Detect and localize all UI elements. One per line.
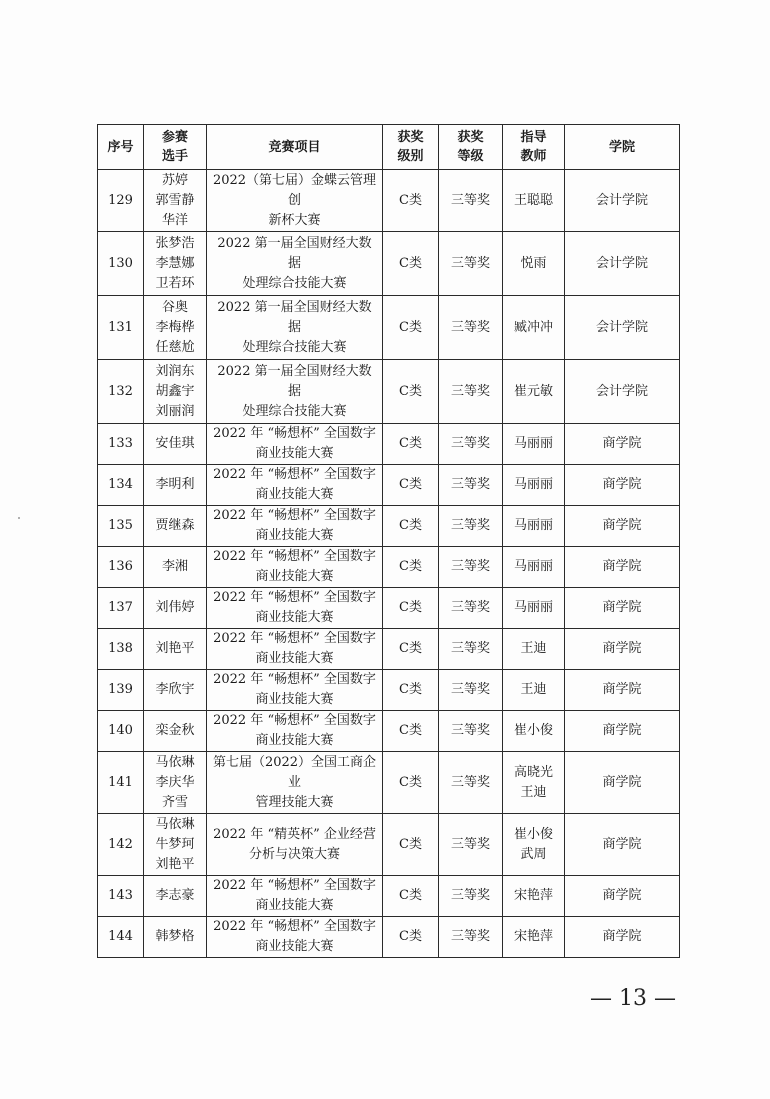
cell-level: C类 [383, 588, 439, 629]
table-row [98, 917, 680, 958]
cell-index: 132 [98, 360, 144, 424]
cell-college: 会计学院 [565, 170, 680, 232]
cell-competition: 2022 年 “精英杯” 企业经营 分析与决策大赛 [207, 814, 383, 876]
cell-index: 130 [98, 232, 144, 296]
cell-college: 商学院 [565, 629, 680, 670]
cell-competition: 2022 年 “畅想杯” 全国数字 商业技能大赛 [207, 547, 383, 588]
cell-index: 138 [98, 629, 144, 670]
cell-advisor: 王迪 [503, 670, 565, 711]
cell-participants: 马依琳 牛梦珂 刘艳平 [144, 814, 207, 876]
cell-grade: 三等奖 [439, 170, 503, 232]
cell-participants: 谷奥 李梅桦 任慈尬 [144, 296, 207, 360]
cell-participants: 刘润东 胡鑫宇 刘丽润 [144, 360, 207, 424]
scan-speck [18, 517, 20, 519]
cell-level: C类 [383, 876, 439, 917]
table-row [98, 232, 680, 296]
cell-advisor: 崔元敏 [503, 360, 565, 424]
header-grade: 获奖 等级 [439, 125, 503, 170]
cell-level: C类 [383, 465, 439, 506]
cell-competition: 第七届（2022）全国工商企业 管理技能大赛 [207, 752, 383, 814]
cell-level: C类 [383, 629, 439, 670]
cell-grade: 三等奖 [439, 424, 503, 465]
cell-competition: 2022 年 “畅想杯” 全国数字 商业技能大赛 [207, 424, 383, 465]
cell-level: C类 [383, 711, 439, 752]
cell-college: 商学院 [565, 814, 680, 876]
cell-advisor: 王聪聪 [503, 170, 565, 232]
cell-participants: 李湘 [144, 547, 207, 588]
cell-grade: 三等奖 [439, 547, 503, 588]
cell-college: 商学院 [565, 588, 680, 629]
cell-index: 131 [98, 296, 144, 360]
cell-advisor: 马丽丽 [503, 506, 565, 547]
cell-college: 商学院 [565, 506, 680, 547]
cell-competition: 2022 年 “畅想杯” 全国数字 商业技能大赛 [207, 506, 383, 547]
cell-index: 133 [98, 424, 144, 465]
cell-grade: 三等奖 [439, 465, 503, 506]
cell-grade: 三等奖 [439, 296, 503, 360]
table-row [98, 876, 680, 917]
table-row [98, 711, 680, 752]
cell-index: 142 [98, 814, 144, 876]
cell-competition: 2022 年 “畅想杯” 全国数字 商业技能大赛 [207, 629, 383, 670]
page-number: — 13 — [590, 986, 676, 1011]
cell-index: 139 [98, 670, 144, 711]
table-row [98, 547, 680, 588]
cell-index: 129 [98, 170, 144, 232]
cell-college: 会计学院 [565, 296, 680, 360]
cell-index: 135 [98, 506, 144, 547]
cell-level: C类 [383, 232, 439, 296]
cell-level: C类 [383, 506, 439, 547]
cell-competition: 2022 第一届全国财经大数据 处理综合技能大赛 [207, 296, 383, 360]
cell-participants: 刘艳平 [144, 629, 207, 670]
cell-level: C类 [383, 170, 439, 232]
cell-participants: 贾继森 [144, 506, 207, 547]
cell-index: 140 [98, 711, 144, 752]
table-row [98, 752, 680, 814]
cell-participants: 李欣宇 [144, 670, 207, 711]
cell-level: C类 [383, 424, 439, 465]
header-level: 获奖 级别 [383, 125, 439, 170]
cell-competition: 2022 年 “畅想杯” 全国数字 商业技能大赛 [207, 670, 383, 711]
table-row [98, 424, 680, 465]
cell-participants: 马依琳 李庆华 齐雪 [144, 752, 207, 814]
cell-advisor: 马丽丽 [503, 547, 565, 588]
cell-level: C类 [383, 814, 439, 876]
cell-competition: 2022 年 “畅想杯” 全国数字 商业技能大赛 [207, 465, 383, 506]
table-row [98, 170, 680, 232]
cell-college: 商学院 [565, 752, 680, 814]
cell-index: 137 [98, 588, 144, 629]
header-row [98, 125, 680, 170]
table-row [98, 588, 680, 629]
cell-index: 134 [98, 465, 144, 506]
cell-index: 144 [98, 917, 144, 958]
table-row [98, 360, 680, 424]
cell-advisor: 崔小俊 [503, 711, 565, 752]
table-row [98, 465, 680, 506]
cell-college: 会计学院 [565, 360, 680, 424]
cell-advisor: 马丽丽 [503, 465, 565, 506]
cell-competition: 2022（第七届）金蝶云管理创 新杯大赛 [207, 170, 383, 232]
cell-advisor: 悦雨 [503, 232, 565, 296]
cell-competition: 2022 第一届全国财经大数据 处理综合技能大赛 [207, 360, 383, 424]
cell-index: 141 [98, 752, 144, 814]
cell-level: C类 [383, 360, 439, 424]
cell-grade: 三等奖 [439, 752, 503, 814]
cell-participants: 张梦浩 李慧娜 卫若环 [144, 232, 207, 296]
cell-grade: 三等奖 [439, 876, 503, 917]
cell-participants: 苏婷 郭雪静 华洋 [144, 170, 207, 232]
table-row [98, 814, 680, 876]
cell-grade: 三等奖 [439, 917, 503, 958]
cell-grade: 三等奖 [439, 670, 503, 711]
header-participants: 参赛 选手 [144, 125, 207, 170]
cell-participants: 李明利 [144, 465, 207, 506]
cell-grade: 三等奖 [439, 588, 503, 629]
cell-participants: 韩梦格 [144, 917, 207, 958]
cell-participants: 刘伟婷 [144, 588, 207, 629]
cell-grade: 三等奖 [439, 360, 503, 424]
cell-college: 商学院 [565, 876, 680, 917]
header-advisor: 指导 教师 [503, 125, 565, 170]
cell-competition: 2022 年 “畅想杯” 全国数字 商业技能大赛 [207, 711, 383, 752]
cell-advisor: 宋艳萍 [503, 917, 565, 958]
cell-advisor: 臧冲冲 [503, 296, 565, 360]
cell-college: 商学院 [565, 917, 680, 958]
cell-college: 商学院 [565, 424, 680, 465]
cell-advisor: 崔小俊 武周 [503, 814, 565, 876]
header-competition: 竞赛项目 [207, 125, 383, 170]
cell-competition: 2022 年 “畅想杯” 全国数字 商业技能大赛 [207, 588, 383, 629]
cell-advisor: 宋艳萍 [503, 876, 565, 917]
table-header [98, 125, 680, 170]
cell-college: 商学院 [565, 670, 680, 711]
header-college: 学院 [565, 125, 680, 170]
table-row [98, 296, 680, 360]
cell-college: 商学院 [565, 465, 680, 506]
cell-grade: 三等奖 [439, 629, 503, 670]
cell-participants: 安佳琪 [144, 424, 207, 465]
cell-level: C类 [383, 547, 439, 588]
cell-advisor: 王迪 [503, 629, 565, 670]
cell-participants: 李志豪 [144, 876, 207, 917]
table-row [98, 670, 680, 711]
cell-college: 商学院 [565, 711, 680, 752]
cell-level: C类 [383, 752, 439, 814]
table-row [98, 506, 680, 547]
cell-competition: 2022 第一届全国财经大数据 处理综合技能大赛 [207, 232, 383, 296]
cell-level: C类 [383, 296, 439, 360]
cell-college: 会计学院 [565, 232, 680, 296]
cell-competition: 2022 年 “畅想杯” 全国数字 商业技能大赛 [207, 876, 383, 917]
cell-index: 136 [98, 547, 144, 588]
cell-advisor: 马丽丽 [503, 588, 565, 629]
awards-table [97, 124, 680, 958]
cell-participants: 栾金秋 [144, 711, 207, 752]
cell-college: 商学院 [565, 547, 680, 588]
cell-advisor: 高晓光 王迪 [503, 752, 565, 814]
header-index: 序号 [98, 125, 144, 170]
cell-advisor: 马丽丽 [503, 424, 565, 465]
cell-grade: 三等奖 [439, 232, 503, 296]
cell-level: C类 [383, 917, 439, 958]
cell-competition: 2022 年 “畅想杯” 全国数字 商业技能大赛 [207, 917, 383, 958]
cell-grade: 三等奖 [439, 814, 503, 876]
cell-level: C类 [383, 670, 439, 711]
table-row [98, 629, 680, 670]
table-body [98, 170, 680, 958]
cell-index: 143 [98, 876, 144, 917]
cell-grade: 三等奖 [439, 506, 503, 547]
cell-grade: 三等奖 [439, 711, 503, 752]
